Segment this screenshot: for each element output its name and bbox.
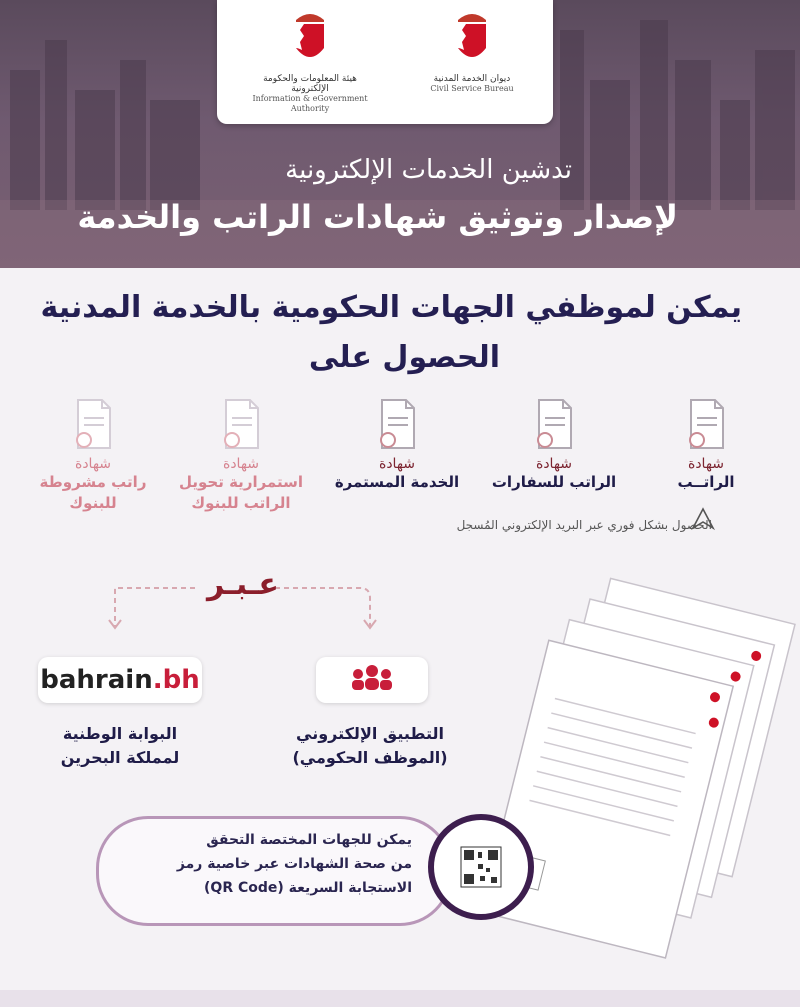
certificate-document-icon xyxy=(681,398,731,450)
portal-line2: لمملكة البحرين xyxy=(60,748,180,767)
certificate-document-icon xyxy=(372,398,422,450)
coat-of-arms-icon xyxy=(452,8,492,68)
certificate-label: شهادة xyxy=(222,456,260,472)
hero-subtitle: تدشين الخدمات الإلكترونية xyxy=(285,155,572,185)
hero-title: لإصدار وتوثيق شهادات الراتب والخدمة xyxy=(77,198,678,236)
via-label: عـبـر xyxy=(207,567,279,602)
csb-english-name: Civil Service Bureau xyxy=(430,84,514,93)
iga-english-name-line1: Information & eGovernment xyxy=(252,94,368,103)
qr-code-icon xyxy=(434,820,528,914)
iga-logo xyxy=(245,8,375,114)
qr-verification-text xyxy=(172,828,412,900)
coat-of-arms-icon xyxy=(290,8,330,68)
qr-code-badge xyxy=(428,814,534,920)
send-icon xyxy=(690,506,716,532)
certificate-name-line2: للبنوك xyxy=(69,494,117,512)
certificate-label: شهادة xyxy=(687,456,725,472)
people-group-icon xyxy=(316,657,428,703)
bahrain-brand-suffix: .bh xyxy=(152,665,200,695)
certificates-stack-illustration xyxy=(470,570,800,990)
certificate-name: الراتب للسفارات xyxy=(491,473,617,491)
certificate-salary-embassies xyxy=(489,398,619,493)
csb-arabic-name: ديوان الخدمة المدنية xyxy=(433,74,511,84)
certificate-name: الخدمة المستمرة xyxy=(334,473,460,491)
certificate-document-icon xyxy=(529,398,579,450)
footer-strip xyxy=(0,990,800,1007)
certificate-salary xyxy=(641,398,771,493)
certificate-label: شهادة xyxy=(378,456,416,472)
certificate-label: شهادة xyxy=(74,456,112,472)
certificate-name-line1: راتب مشروطة xyxy=(39,473,147,491)
certificate-conditional-salary xyxy=(28,398,158,514)
csb-logo xyxy=(407,8,537,94)
logo-card xyxy=(217,0,553,124)
qr-note-line2: من صحة الشهادات عبر خاصية رمز xyxy=(176,856,412,872)
portal-description xyxy=(35,722,205,770)
app-description xyxy=(280,722,460,770)
iga-arabic-name: هيئة المعلومات والحكومة الإلكترونية xyxy=(263,74,357,94)
qr-note-line1: يمكن للجهات المختصة التحقق xyxy=(206,832,412,848)
app-line1: التطبيق الإلكتروني xyxy=(296,724,444,743)
certificate-document-icon xyxy=(216,398,266,450)
email-delivery-note: الحصول بشكل فوري عبر البريد الإلكتروني المُسجل xyxy=(456,518,712,532)
certificate-document-icon xyxy=(68,398,118,450)
intro-line-1: يمكن لموظفي الجهات الحكومية بالخدمة المدنية xyxy=(40,290,742,325)
certificate-label: شهادة xyxy=(535,456,573,472)
certificate-salary-transfer xyxy=(176,398,306,514)
certificate-name: الراتــب xyxy=(677,473,735,491)
certificate-continuous-service xyxy=(332,398,462,493)
portal-line1: البوابة الوطنية xyxy=(62,724,178,743)
intro-line-2: الحصول على xyxy=(308,340,500,375)
certificate-name-line1: استمرارية تحويل xyxy=(179,473,303,491)
iga-english-name-line2: Authority xyxy=(290,104,330,113)
hero-banner xyxy=(0,0,800,268)
qr-note-line3: الاستجابة السريعة (QR Code) xyxy=(204,880,412,896)
certificate-name-line2: الراتب للبنوك xyxy=(191,494,291,512)
government-employee-app-button[interactable] xyxy=(316,657,428,703)
bahrain-bh-portal-button[interactable] xyxy=(38,657,202,703)
app-line2: (الموظف الحكومي) xyxy=(292,748,448,767)
bahrain-brand-text: bahrain xyxy=(40,665,153,695)
